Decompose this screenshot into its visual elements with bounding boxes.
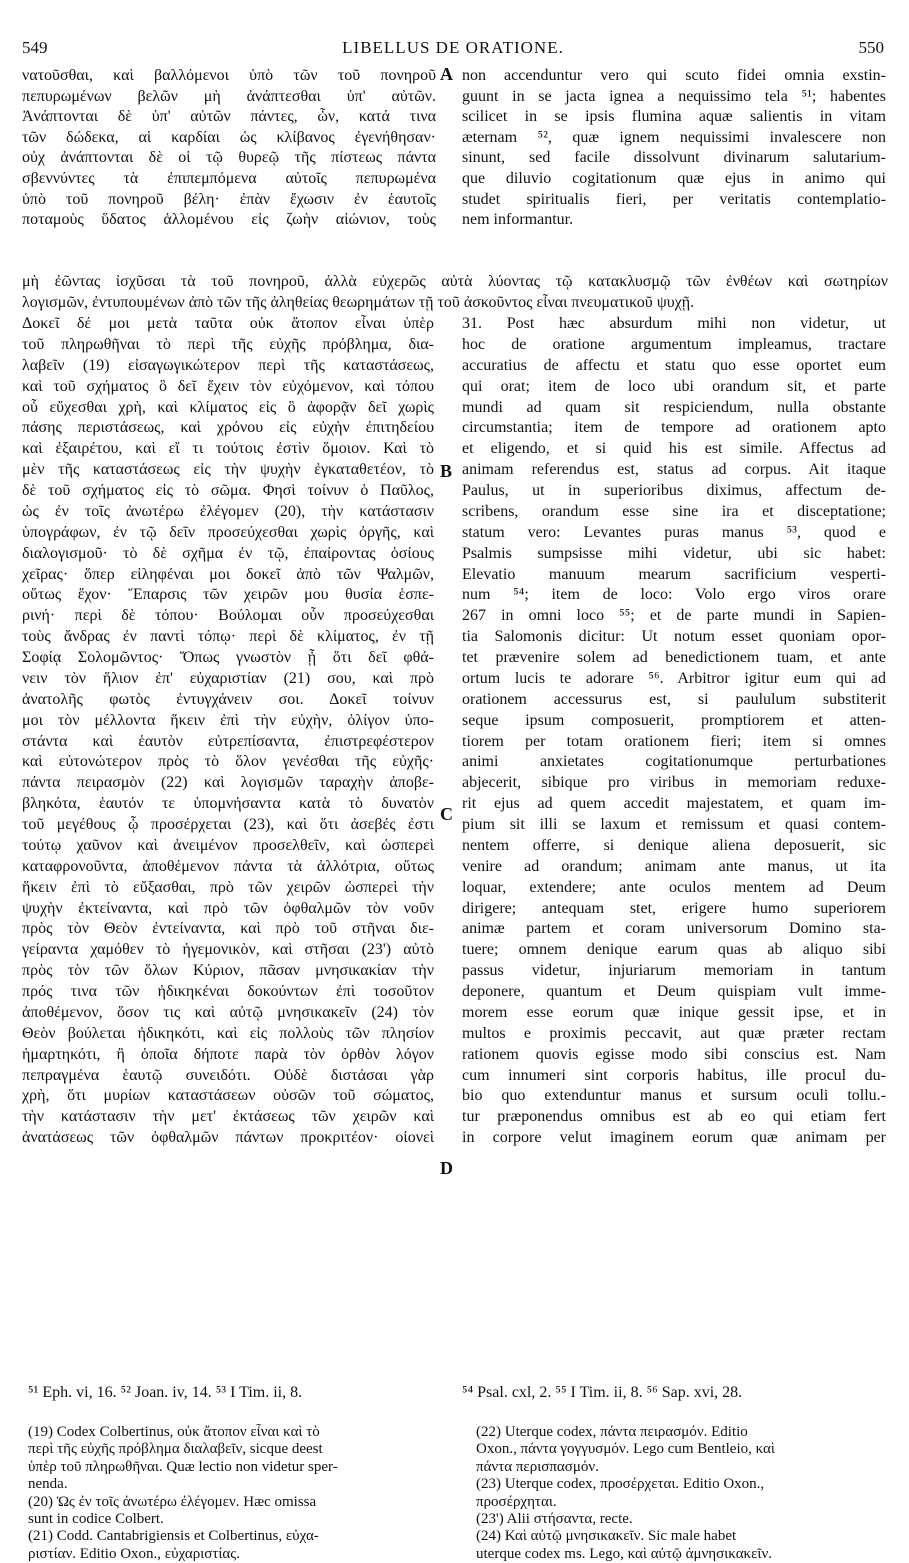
- page-number-left: 549: [22, 38, 48, 57]
- margin-marker-a: A: [440, 64, 453, 84]
- greek-line: Ἀνάπτονται δὲ ὑπ' αὐτῶν πάντες, ὧν, κατά τινα: [22, 108, 436, 126]
- latin-line: animi anxietates cogitationumque perturbationes: [462, 753, 886, 771]
- latin-line: tet prævenire solem ad benedictionem tuam, et ante: [462, 649, 886, 666]
- latin-line: hoc de oratione argumentum impleamus, tractare: [462, 335, 886, 353]
- latin-line: 267 in omni loco ⁵⁵; et de parte mundi in Sapien-: [462, 607, 886, 625]
- greek-line: πρὸς τὸν τῶν ὅλων Κύριον, πᾶσαν μνησικακίαν τὴν: [22, 962, 434, 980]
- greek-line: νατοῦσθαι, καὶ βαλλόμενοι ὑπὸ τῶν τοῦ πονηροῦ: [22, 67, 436, 84]
- latin-line: scribens, orandum esse sine ira et disceptatione;: [462, 502, 886, 520]
- running-header: [22, 38, 884, 60]
- latin-line: rit ejus ad quem accedit majestatem, et quam im-: [462, 795, 886, 813]
- latin-line: nentem offerre, si denique aliena deposuerit, sic: [462, 836, 886, 854]
- greek-line: πρὸς τὸν Θεὸν ἐντείναντα, καὶ πρὸ τοῦ στῆναι διε-: [22, 920, 434, 938]
- latin-line: que diluvio cogitationum quæ ejus in animo qui: [462, 169, 886, 187]
- latin-line: passus videtur, injuriarum memoriam in tantum: [462, 962, 886, 980]
- footnote-line: (24) Καὶ αὐτῷ μνησικακεῖν. Sic male habet: [476, 1528, 737, 1545]
- greek-line: ρινή· περὶ δὲ τόπου· Βούλομαι οὖν προσεύχεσθαι: [22, 607, 434, 625]
- latin-line: abjecerit, sibique pro viribus in memoriam reduxe-: [462, 774, 886, 792]
- latin-line: Psalmis sumpsisse mihi videtur, ubi sic habet:: [462, 544, 886, 562]
- latin-line: bio quo extenduntur manus et sursum oculi tollu.-: [462, 1087, 886, 1105]
- greek-line: τοὺς ἄνδρας ἐν παντὶ τόπῳ· περὶ δὲ κλίματος, ἐν τῇ: [22, 628, 434, 646]
- latin-line: cum innumeri sint corporis habitus, ille procul du-: [462, 1066, 886, 1084]
- greek-line: λαβεῖν (19) εἰσαγωγικώτερον περὶ τῆς καταστάσεως,: [22, 356, 434, 374]
- latin-line: ortum lucis te adorare ⁵⁶. Arbitror igitur eum qui ad: [462, 669, 886, 687]
- latin-line: Elevatio manuum mearum sacrificium vesperti-: [462, 565, 886, 583]
- greek-line: καταφρονοῦντα, ἀποθέμενον πάντα τὰ ἀλλότρια, οὕτως: [22, 857, 434, 875]
- footnote-line: ὑπὲρ τοῦ πληρωθῆναι. Quæ lectio non videtur sper-: [28, 1458, 338, 1475]
- greek-line: τοῦ μεγέθους ᾧ προσέρχεται (23), καὶ ὅτι ἀσεβές ἐστι: [22, 816, 434, 833]
- latin-line: num ⁵⁴; item de loco: Volo ergo viros orare: [462, 586, 886, 604]
- footnote-line: (19) Codex Colbertinus, οὐκ ἄτοπον εἶναι καὶ τὸ: [28, 1424, 320, 1440]
- latin-line: deponere, quantum et Deum quispiam vult imme-: [462, 983, 886, 1000]
- greek-line: βληκότα, ἑαυτόν τε ὑπομνήσαντα κατὰ τὸ δυνατὸν: [22, 795, 434, 813]
- footnote-line: (21) Codd. Cantabrigiensis et Colbertinus, εὐχα-: [28, 1528, 319, 1545]
- greek-line: τῶν δώδεκα, αἱ καρδίαι ὡς κλίβανος ἐγενήθησαν·: [22, 128, 436, 146]
- greek-line: Θεὸν βούλεται ἠδικηκότι, καὶ εἰς πολλοὺς τῶν πλησίον: [22, 1024, 434, 1042]
- scripture-refs-right: ⁵⁴ Psal. cxl, 2. ⁵⁵ I Tim. ii, 8. ⁵⁶ Sap. xvi, 28.: [462, 1384, 743, 1401]
- greek-line: ἡμαρτηκότι, ἢ ὁποῖα δήποτε παρὰ τὸν ὀρθὸν λόγον: [22, 1045, 434, 1063]
- greek-line: καὶ τοῦ σχήματος ὃ δεῖ ἔχειν τὸν εὐχόμενον, καὶ τόπου: [22, 377, 434, 395]
- greek-full-width: [22, 272, 888, 313]
- latin-line: pium sit illi se laxum et remissum et quasi contem-: [462, 816, 886, 833]
- latin-line: tuere; omnem denique earum quas ab aliquo sibi: [462, 941, 886, 959]
- latin-line: tia Salomonis dicitur: Ut notum esset quoniam opor-: [462, 628, 886, 646]
- greek-line: οὗ εὔχεσθαι χρὴ, καὶ κλίματος εἰς ὃ ἀφορᾷν δεῖ χωρὶς: [22, 398, 434, 416]
- footnote-line: nenda.: [28, 1476, 68, 1493]
- margin-marker-d: D: [440, 1158, 453, 1178]
- latin-line: statum vero: Levantes puras manus ⁵³, quod e: [462, 523, 886, 541]
- latin-line: tur præponendus omnibus est ab eo qui etiam fert: [462, 1108, 886, 1126]
- greek-line: δὲ τοῦ σχήματος εἰς τὸ σῶμα. Φησὶ τοίνυν ὁ Παῦλος,: [22, 482, 434, 499]
- greek-line: οὐχ ἀνάπτονται δὲ οἱ τῷ θυρεῷ τῆς πίστεως πάντα: [22, 149, 436, 167]
- latin-line: non accenduntur vero qui scuto fidei omnia exstin-: [462, 67, 886, 84]
- latin-line: scilicet in se ipsis flumina aquæ salientis in vitam: [462, 108, 886, 126]
- footnote-line: sunt in codice Colbert.: [28, 1510, 164, 1527]
- footnote-line: Oxon., πάντα γογγυσμόν. Lego cum Bentleio, καὶ: [476, 1441, 775, 1458]
- latin-line: morem esse eorum quæ inique gessit ipse, et in: [462, 1003, 886, 1021]
- latin-line: sinunt, sed facile dissolvunt divinarum salutarium-: [462, 149, 886, 167]
- greek-line: πρός τινα τῶν ἠδικηκέναι δοκούντων ἐπὶ τοσοῦτον: [22, 983, 434, 1000]
- footnotes-right: [476, 1424, 888, 1563]
- greek-line: οὕτως ἔχον· Ἔπαρσις τῶν χειρῶν μου θυσία ἑσπε-: [22, 586, 434, 604]
- latin-line: loquar, extendere; ante oculos mentem ad Deum: [462, 878, 886, 896]
- footnote-line: ριστίαν. Editio Oxon., εὐχαριστίας.: [28, 1545, 240, 1562]
- footnote-line: uterque codex ms. Lego, καὶ αὐτῷ ἀμνησικακεῖν.: [476, 1545, 772, 1562]
- latin-line: studet spiritualis fieri, per veritatis contemplatio-: [462, 190, 886, 208]
- greek-line: πεπυρωμένων βελῶν μὴ ἀνάπτεσθαι ὑπ' αὐτῶν.: [22, 87, 436, 105]
- greek-line: ἀποθέμενον, ὅσον τις καὶ αὐτῷ μνησικακεῖν (24) τὸν: [22, 1003, 434, 1021]
- greek-line: στάντα καὶ ἑαυτὸν εὐτρεπίσαντα, ἐπιστρεφέστερον: [22, 732, 434, 750]
- greek-line: μὲν τῆς καταστάσεως εἰς τὴν ψυχὴν ἐγκαταθετέον, τὸ: [22, 461, 434, 479]
- latin-line: orationem accessurus est, si paululum substiterit: [462, 690, 886, 708]
- footnote-line: περὶ τῆς εὐχῆς πρόβλημα διαλαβεῖν, sicque deest: [28, 1441, 323, 1458]
- greek-line: τοῦ πληρωθῆναι τὸ περὶ τῆς εὐχῆς πρόβλημα, δια-: [22, 335, 434, 353]
- footnote-line: προσέρχηται.: [476, 1493, 557, 1510]
- latin-line: seque ipsum composuerit, promptiorem et atten-: [462, 711, 886, 729]
- latin-line: 31. Post hæc absurdum mihi non videtur, ut: [462, 315, 886, 332]
- greek-line: ἀνατάσεως τῶν ὀφθαλμῶν πάντων προκριτέον· οἱονεὶ: [22, 1129, 434, 1147]
- greek-line: καὶ εὐτονώτερον πρὸς τὸ ὅλον γενέσθαι τῆς εὐχῆς·: [22, 753, 434, 771]
- footnote-line: (23) Uterque codex, προσέρχεται. Editio Oxon.,: [476, 1476, 765, 1493]
- footnotes-left: [28, 1424, 440, 1563]
- margin-marker-c: C: [440, 804, 453, 824]
- greek-line: τὴν κατάστασιν τὴν μετ' ἐκτάσεως τῶν χειρῶν καὶ: [22, 1108, 434, 1126]
- greek-line: πεπραγμένα ἑαυτῷ συνειδότι. Οὐδὲ διστάσαι γὰρ: [22, 1066, 434, 1084]
- greek-line: χεῖρας· ὅπερ εἰληφέναι μοι δοκεῖ ἀπὸ τῶν Ψαλμῶν,: [22, 565, 434, 583]
- greek-line: καὶ ἐξαιρέτου, καὶ εἴ τι τούτοις ἐστὶν ὅμοιον. Καὶ τὸ: [22, 440, 434, 458]
- greek-line: νειν τὸν ἥλιον ἐπ' εὐχαριστίαν (21) σου, καὶ πρὸ: [22, 669, 434, 687]
- latin-line: tiorem per totam orationem fieri; item si omnes: [462, 732, 886, 750]
- running-title: LIBELLUS DE ORATIONE.: [342, 38, 564, 57]
- footnote-line: (23') Alii στήσαντα, recte.: [476, 1510, 633, 1527]
- latin-line: in corpore velut imaginem eorum quæ animam per: [462, 1129, 886, 1147]
- latin-line: qui orat; item de loco ubi orandum sit, et parte: [462, 377, 886, 395]
- page-number-right: 550: [858, 38, 884, 57]
- greek-line: ψυχὴν ἐκτείναντα, καὶ πρὸ τῶν ὀφθαλμῶν τὸν νοῦν: [22, 899, 434, 917]
- latin-line: nem informantur.: [462, 211, 574, 229]
- latin-column-main: [462, 314, 886, 1149]
- greek-line: ἀνατολῆς φωτὸς ἐντυγχάνειν σοι. Δοκεῖ τοίνυν: [22, 690, 434, 708]
- footnote-line: (20) Ὡς ἐν τοῖς ἀνωτέρω ἐλέγομεν. Hæc omissa: [28, 1493, 317, 1510]
- latin-line: Paulus, ut in superioribus diximus, affectum de-: [462, 482, 886, 499]
- latin-line: animam referendus est, status ad corpus. Ait itaque: [462, 461, 886, 479]
- greek-line: μὴ ἐῶντας ἰσχῦσαι τὰ τοῦ πονηροῦ, ἀλλὰ εὐχερῶς αὐτὰ λύοντας τῷ κατακλυσμῷ τῶν ἐνθέων καὶ σωτηρίων: [22, 273, 888, 290]
- latin-line: venire ad orandum; animam ante manus, ut ita: [462, 857, 886, 875]
- greek-line: σβεννύντες τὰ ἐπιπεμπόμενα αὐτοῖς πεπυρωμένα: [22, 169, 436, 187]
- greek-line: ὡς ἐν τοῖς ἀνωτέρω ἐλέγομεν (20), τὴν κατάστασιν: [22, 502, 434, 520]
- greek-line: ὑπὸ τοῦ πονηροῦ βέλη· ἐπὰν ἔχωσιν ἐν ἑαυτοῖς: [22, 190, 436, 208]
- greek-line: πάντα πειρασμὸν (22) καὶ λογισμῶν ταραχὴν ἀποβε-: [22, 774, 434, 792]
- greek-line: Σοφίᾳ Σολομῶντος· Ὅπως γνωστὸν ᾖ ὅτι δεῖ φθά-: [22, 649, 434, 666]
- greek-line: ποταμοὺς ὕδατος ἁλλομένου εἰς ζωὴν αἰώνιον, τοὺς: [22, 211, 436, 229]
- greek-line: μοι τὸν μέλλοντα ἥκειν ἐπὶ τὴν εὐχὴν, ὀλίγον ὑπο-: [22, 711, 434, 729]
- latin-line: mundi ad quam sit respiciendum, nulla obstante: [462, 398, 886, 416]
- margin-marker-b: B: [440, 461, 453, 481]
- greek-line: πάσης περιστάσεως, καὶ χρόνου εἰς εὐχὴν ἐπιτηδείου: [22, 419, 434, 437]
- latin-line: guunt in se jacta ignea a nequissimo tela ⁵¹; habentes: [462, 87, 886, 105]
- latin-line: et eligendo, et si quid his est simile. Affectus ad: [462, 440, 886, 458]
- scripture-refs-left: ⁵¹ Eph. vi, 16. ⁵² Joan. iv, 14. ⁵³ I Tim. ii, 8.: [28, 1384, 303, 1401]
- latin-line: animæ partem et coram universorum Domino sta-: [462, 920, 886, 938]
- greek-line: λογισμῶν, ἐντυπουμένων ἀπὸ τῶν τῆς ἀληθείας θεωρημάτων τῇ τοῦ ἀσκοῦντος εἶναι πνευματικοῦ ψυχῇ.: [22, 293, 695, 311]
- latin-line: circumstantia; item de tempore ad orationem apto: [462, 419, 886, 437]
- greek-column-main: [22, 314, 434, 1149]
- latin-line: multos e proximis peccavit, aut quæ præter rectam: [462, 1024, 886, 1042]
- greek-line: Δοκεῖ δέ μοι μετὰ ταῦτα οὐκ ἄτοπον εἶναι ὑπὲρ: [22, 315, 434, 332]
- footnote-line: (22) Uterque codex, πάντα πειρασμόν. Editio: [476, 1424, 748, 1440]
- greek-line: διαλογισμοῦ· τὸ δὲ σχῆμα ἐν τῷ, ἐπαίροντας ὁσίους: [22, 544, 434, 562]
- greek-line: χρὴ, ὅτι μυρίων καταστάσεων οὐσῶν τοῦ σώματος,: [22, 1087, 434, 1105]
- greek-line: ὑπογράφων, ἐν τῷ δεῖν προσεύχεσθαι χωρὶς ὀργῆς, καὶ: [22, 523, 434, 541]
- greek-column-top: [22, 66, 436, 231]
- latin-line: accuratius de affectu et statu quo esse oportet eum: [462, 356, 886, 374]
- greek-line: ἥκειν ἐπὶ τὸ εὔξασθαι, πρὸ τῶν χειρῶν ὡσπερεὶ τὴν: [22, 878, 434, 896]
- footnote-line: πάντα περισπασμόν.: [476, 1458, 599, 1475]
- greek-line: τούτῳ χαῦνον καὶ ἀνειμένον προσελθεῖν, καὶ ὡσπερεὶ: [22, 836, 434, 854]
- latin-line: æternam ⁵², quæ ignem nequissimi invalescere non: [462, 128, 886, 146]
- latin-column-top: [462, 66, 886, 231]
- latin-line: rationem quovis egisse modo sibi conscius est. Nam: [462, 1045, 886, 1063]
- greek-line: γείραντα χαμόθεν τὸ ἡγεμονικὸν, καὶ στῆσαι (23') αὐτὸ: [22, 941, 434, 959]
- latin-line: dirigere; antequam stet, erigere humo superiorem: [462, 899, 886, 917]
